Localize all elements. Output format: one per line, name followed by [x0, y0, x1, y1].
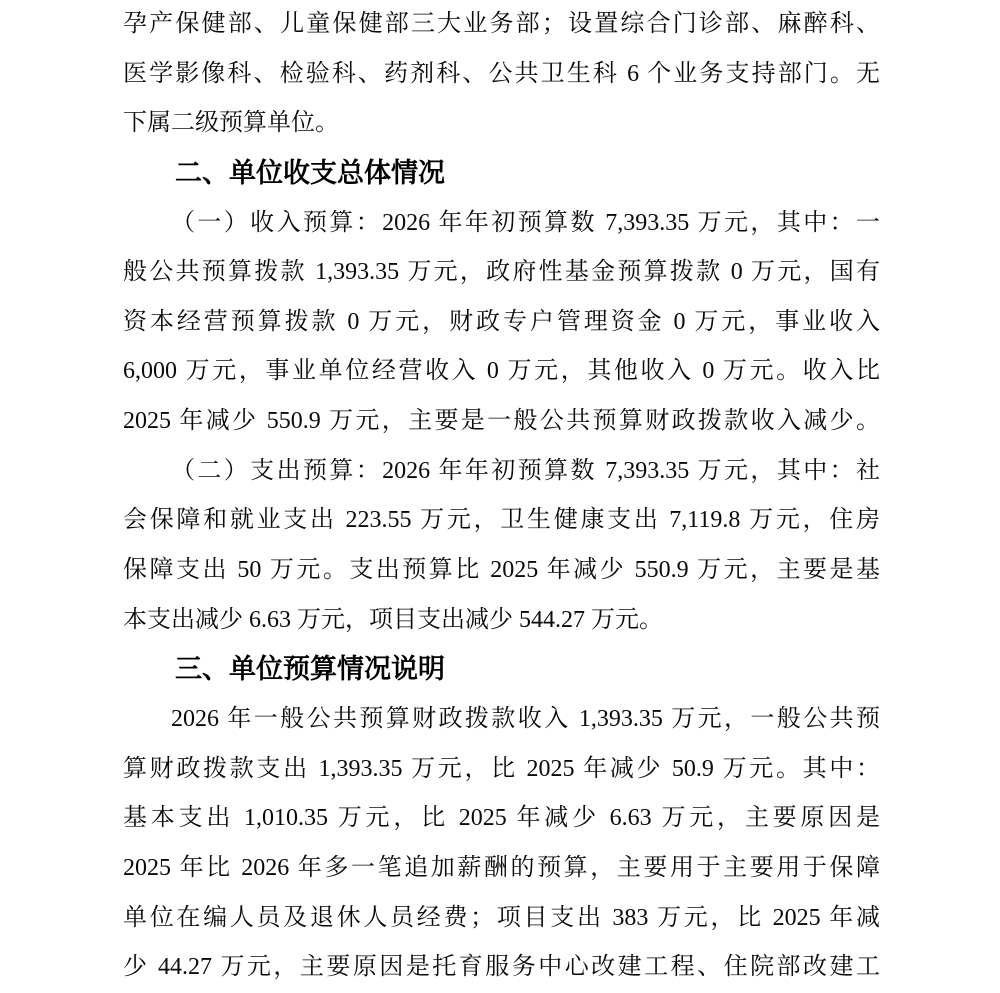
text-line: （二）支出预算：2026 年年初预算数 7,393.35 万元，其中：社	[171, 457, 880, 484]
text-line: 保障支出 50 万元。支出预算比 2025 年减少 550.9 万元，主要是基	[123, 557, 880, 584]
text-line: 单位在编人员及退休人员经费；项目支出 383 万元，比 2025 年减	[123, 904, 880, 931]
section-heading: 三、单位预算情况说明	[175, 654, 445, 685]
section-heading: 二、单位收支总体情况	[175, 157, 445, 188]
text-line: 算财政拨款支出 1,393.35 万元，比 2025 年减少 50.9 万元。其中：	[123, 755, 880, 782]
text-line: 6,000 万元，事业单位经营收入 0 万元，其他收入 0 万元。收入比	[123, 358, 880, 385]
document-content	[123, 0, 880, 993]
paragraph	[123, 0, 880, 149]
text-line: 2025 年比 2026 年多一笔追加薪酬的预算，主要用于主要用于保障	[123, 854, 880, 881]
text-line: 少 44.27 万元，主要原因是托育服务中心改建工程、住院部改建工	[123, 954, 880, 981]
paragraph	[123, 695, 880, 993]
text-line: 2026 年一般公共预算财政拨款收入 1,393.35 万元，一般公共预	[171, 705, 880, 732]
text-line: 医学影像科、检验科、药剂科、公共卫生科 6 个业务支持部门。无	[123, 60, 880, 87]
text-line: 下属二级预算单位。	[123, 110, 339, 137]
text-line: 般公共预算拨款 1,393.35 万元，政府性基金预算拨款 0 万元，国有	[123, 259, 880, 286]
text-line: 2025 年减少 550.9 万元，主要是一般公共预算财政拨款收入减少。	[123, 408, 880, 435]
text-line: 本支出减少 6.63 万元，项目支出减少 544.27 万元。	[123, 606, 663, 633]
text-line: 孕产保健部、儿童保健部三大业务部；设置综合门诊部、麻醉科、	[123, 11, 880, 37]
text-line: （一）收入预算：2026 年年初预算数 7,393.35 万元，其中：一	[171, 209, 880, 236]
text-line: 会保障和就业支出 223.55 万元，卫生健康支出 7,119.8 万元，住房	[123, 507, 880, 534]
text-line: 资本经营预算拨款 0 万元，财政专户管理资金 0 万元，事业收入	[123, 308, 880, 335]
paragraph	[123, 447, 880, 646]
text-line: 基本支出 1,010.35 万元，比 2025 年减少 6.63 万元，主要原因是	[123, 805, 880, 832]
paragraph	[123, 199, 880, 447]
